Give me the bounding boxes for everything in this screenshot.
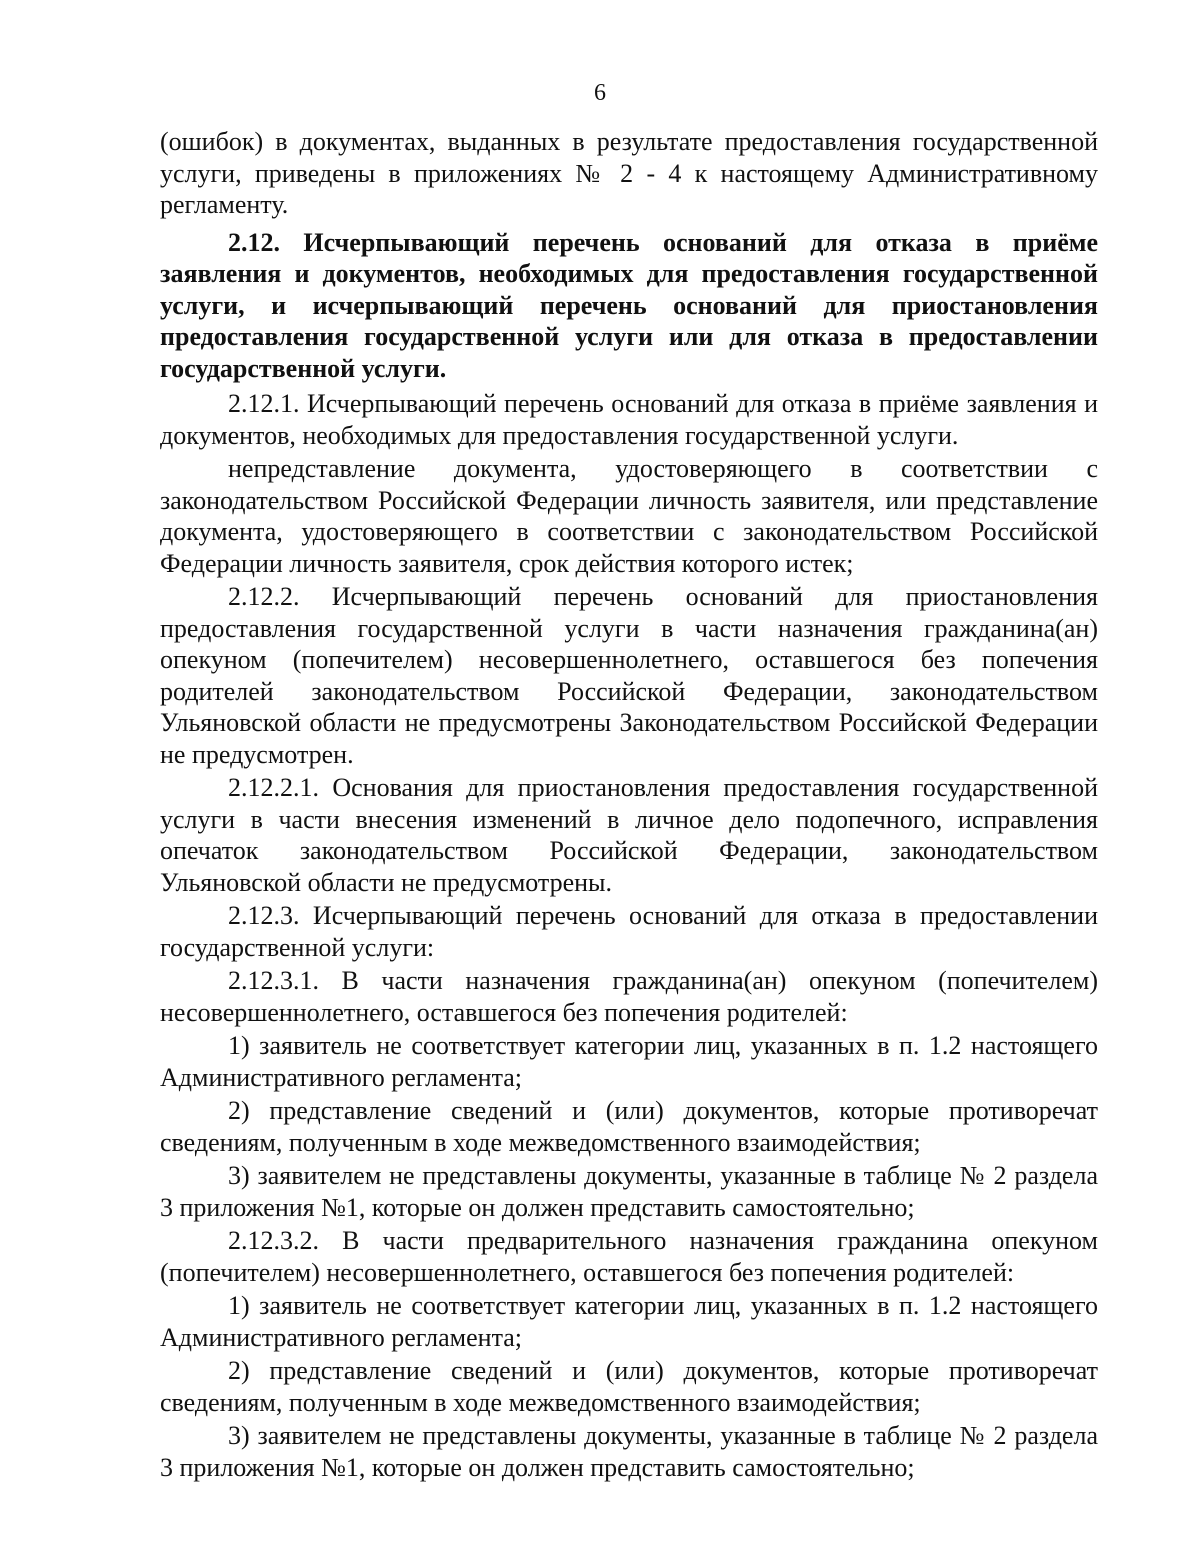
page-number: 6 [594,80,606,106]
paragraph-2-12-2-1: 2.12.2.1. Основания для приостановления предоставления государственной услуги в части внесения изменений в личное дело подопечного, исправления опечаток законодательством Российской Федерации, законодательством Ульяновской области не предусмотрены. [160,773,1098,897]
paragraph-2-12-1: 2.12.1. Исчерпывающий перечень оснований для отказа в приёме заявления и документов, необходимых для предоставления государственной услуги. [160,389,1098,450]
section-heading-2-12: 2.12. Исчерпывающий перечень оснований для отказа в приёме заявления и документов, необходимых для предоставления государственной услуги, и исчерпывающий перечень оснований для приостановления предоставления государственной услуги или для отказа в предоставлении государственной услуги. [160,227,1098,383]
paragraph-2-12-3-2: 2.12.3.2. В части предварительного назначения гражданина опекуном (попечителем) несовершеннолетнего, оставшегося без попечения родителей: [160,1226,1098,1287]
list-item-3: 3) заявителем не представлены документы, указанные в таблице № 2 раздела 3 приложения №1, которые он должен представить самостоятельно; [160,1161,1098,1222]
list-item-3: 3) заявителем не представлены документы, указанные в таблице № 2 раздела 3 приложения №1, которые он должен представить самостоятельно; [160,1421,1098,1482]
list-item-2: 2) представление сведений и (или) документов, которые противоречат сведениям, полученным в ходе межведомственного взаимодействия; [160,1356,1098,1417]
paragraph-2-12-3: 2.12.3. Исчерпывающий перечень оснований для отказа в предоставлении государственной услуги: [160,901,1098,962]
paragraph-continuation: (ошибок) в документах, выданных в результате предоставления государственной услуги, приведены в приложениях № 2 - 4 к настоящему Административному регламенту. [160,127,1098,219]
list-item-1: 1) заявитель не соответствует категории лиц, указанных в п. 1.2 настоящего Административного регламента; [160,1291,1098,1352]
list-item-1: 1) заявитель не соответствует категории лиц, указанных в п. 1.2 настоящего Административного регламента; [160,1031,1098,1092]
document-body [160,126,1098,1483]
paragraph-2-12-3-1: 2.12.3.1. В части назначения гражданина(ан) опекуном (попечителем) несовершеннолетнего, оставшегося без попечения родителей: [160,966,1098,1027]
list-item-2: 2) представление сведений и (или) документов, которые противоречат сведениям, полученным в ходе межведомственного взаимодействия; [160,1096,1098,1157]
paragraph-refusal-ground: непредставление документа, удостоверяющего в соответствии с законодательством Российской Федерации личность заявителя, или представление документа, удостоверяющего в соответствии с законодательством Российской Федерации личность заявителя, срок действия которого истек; [160,454,1098,578]
paragraph-2-12-2: 2.12.2. Исчерпывающий перечень оснований для приостановления предоставления государственной услуги в части назначения гражданина(ан) опекуном (попечителем) несовершеннолетнего, оставшегося без попечения родителей законодательством Российской Федерации, законодательством Ульяновской области не предусмотрены Законодательством Российской Федерации не предусмотрен. [160,582,1098,769]
